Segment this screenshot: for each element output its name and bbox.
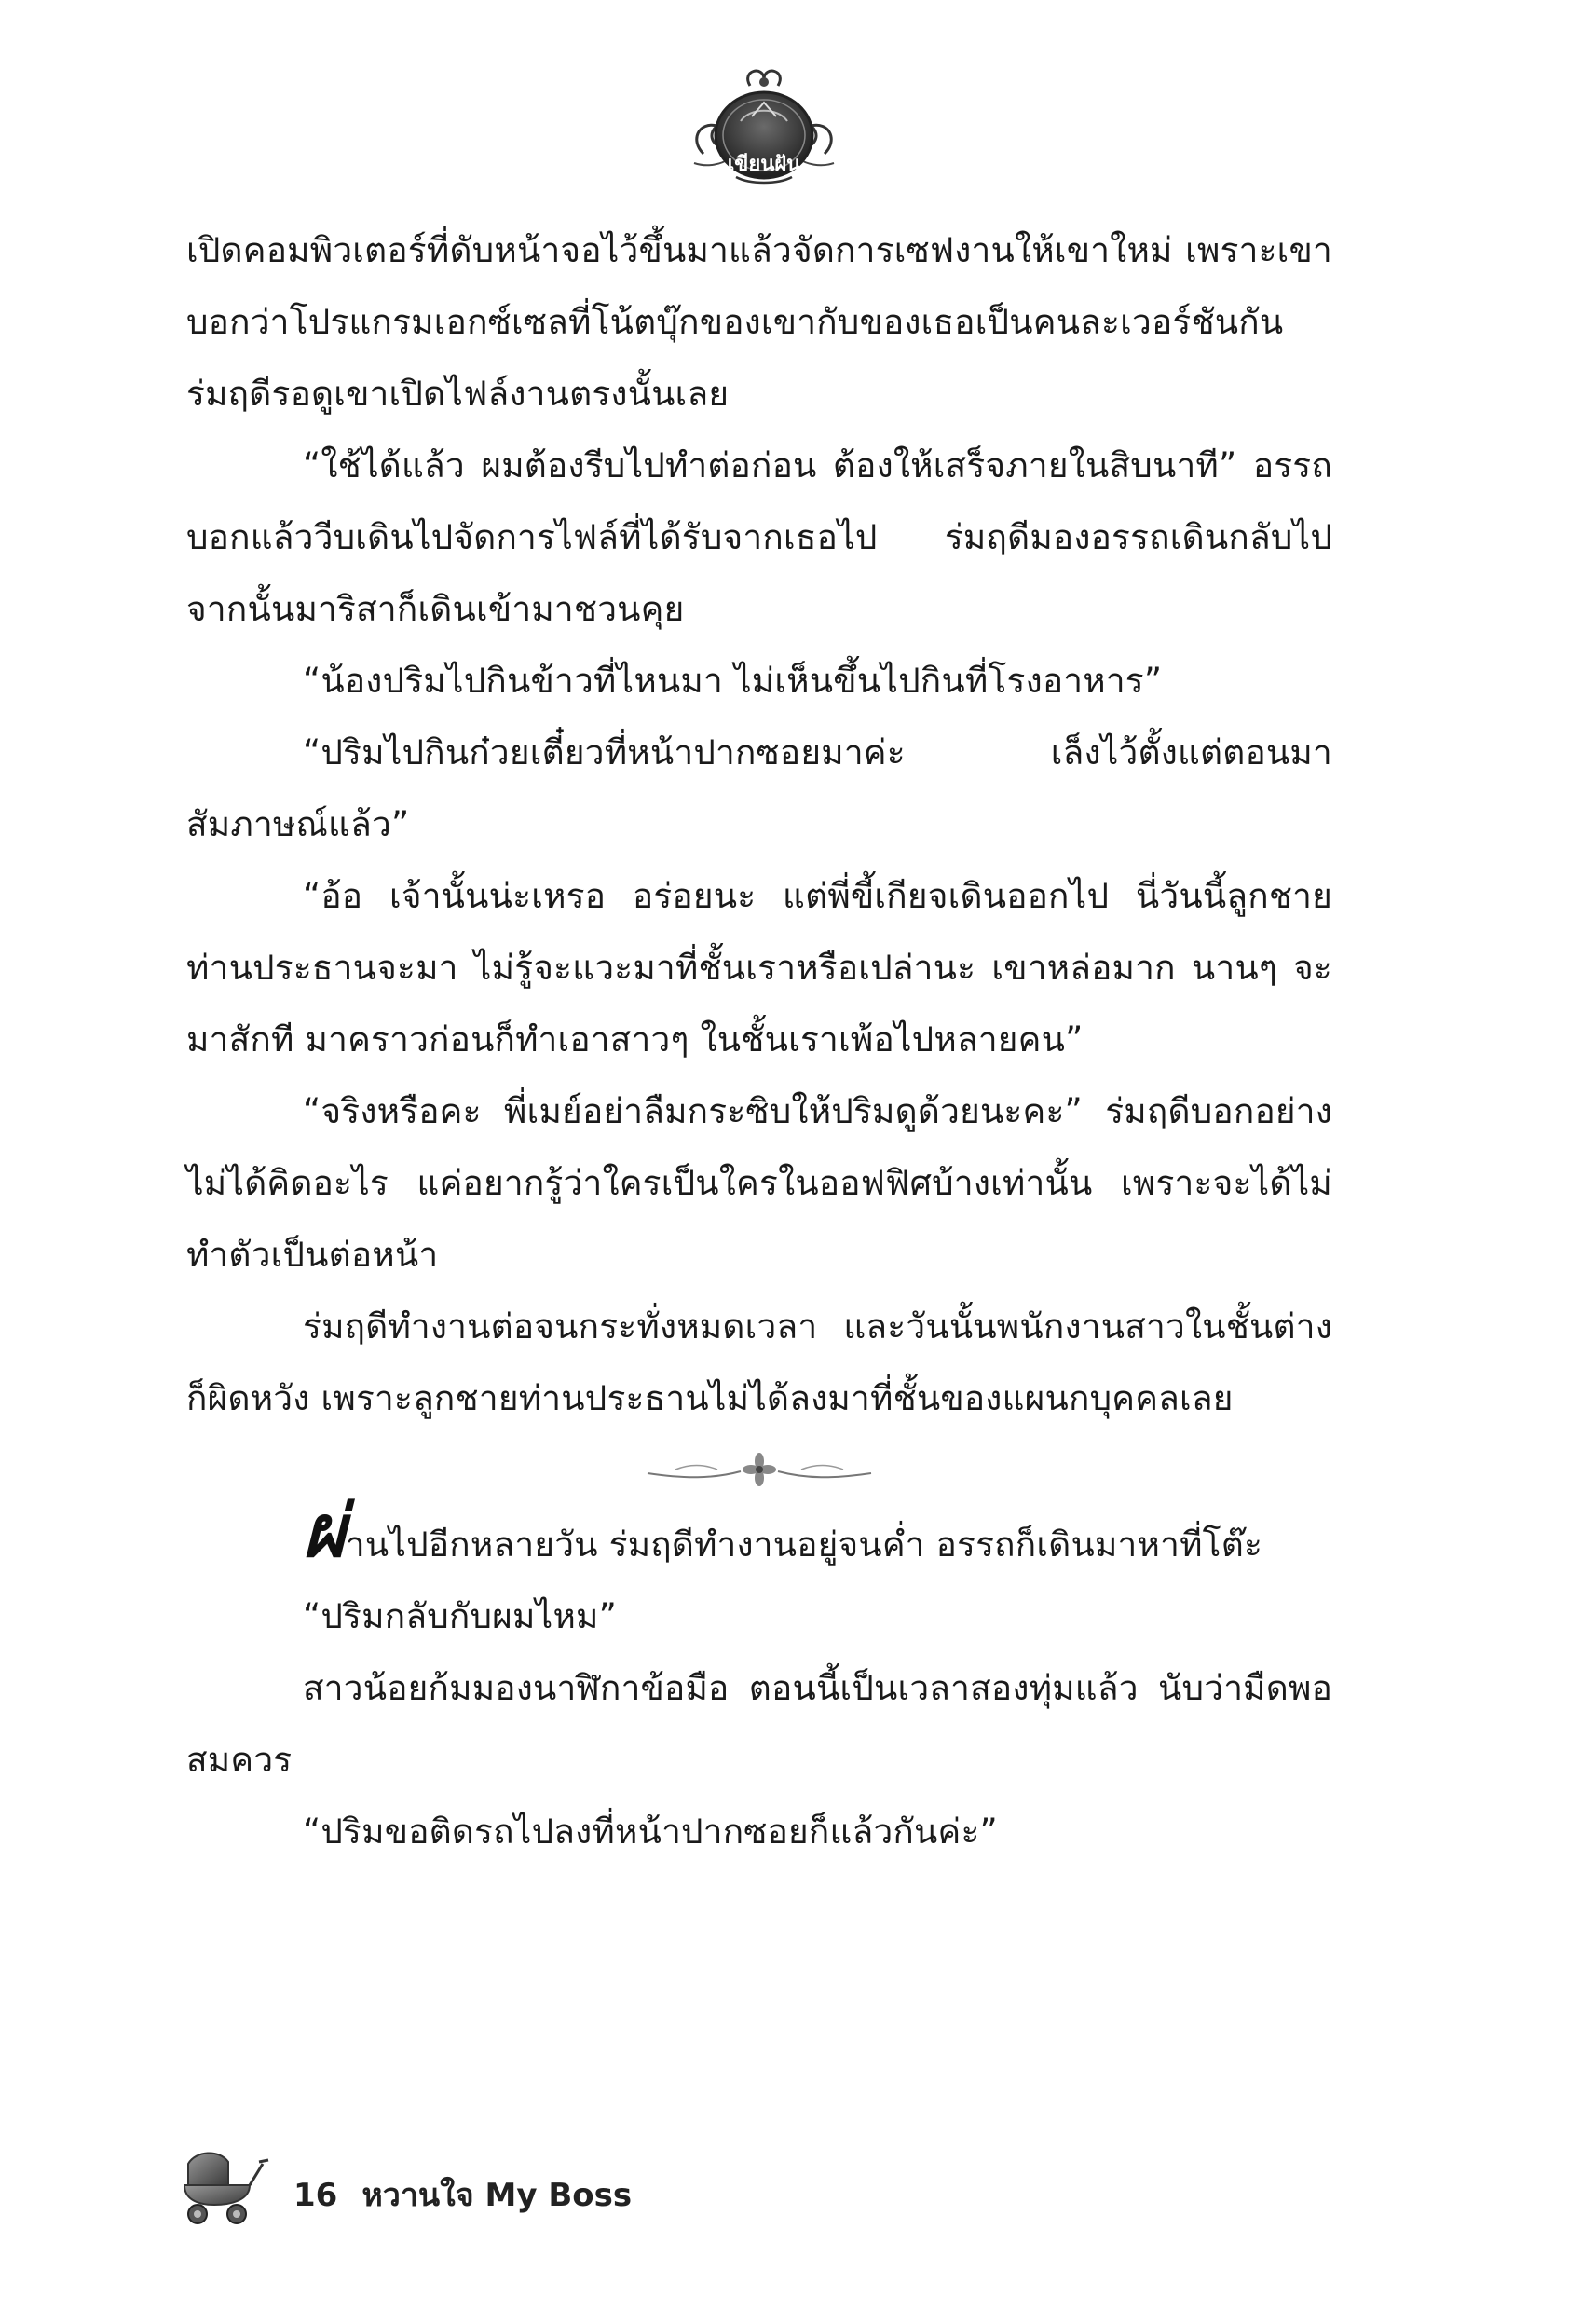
paragraph: “ปริมไปกินก๋วยเตี๋ยวที่หน้าปากซอยมาค่ะ เล็งไว้ตั้งแต่ตอนมาสัมภาษณ์แล้ว”	[186, 732, 1332, 844]
paragraph: สาวน้อยก้มมองนาฬิกาข้อมือ ตอนนี้เป็นเวลาสองทุ่มแล้ว นับว่ามืดพอสมควร	[186, 1668, 1332, 1780]
logo-text: เขียนฝัน	[727, 153, 801, 176]
book-title: หวานใจ My Boss	[361, 2177, 633, 2214]
paragraph: “จริงหรือคะ พี่เมย์อย่าลืมกระซิบให้ปริมดูด้วยนะคะ” ร่มฤดีบอกอย่างไม่ได้คิดอะไร แค่อยากรู้ว่าใครเป็นใครในออฟฟิศบ้างเท่านั้น เพราะจะได้ไม่ทำตัวเป็นต่อหน้า	[186, 1091, 1332, 1275]
page-number: 16	[293, 2177, 338, 2214]
dropcap-rest: านไปอีกหลายวัน ร่มฤดีทำงานอยู่จนค่ำ อรรถก็เดินมาหาที่โต๊ะ	[345, 1525, 1263, 1565]
footer-text	[293, 2169, 632, 2220]
dropcap-letter: ผ่	[303, 1490, 346, 1574]
floral-divider-icon	[638, 1451, 880, 1488]
header-logo	[685, 65, 843, 186]
paragraph: เปิดคอมพิวเตอร์ที่ดับหน้าจอไว้ขึ้นมาแล้วจัดการเซฟงานให้เขาใหม่ เพราะเขาบอกว่าโปรแกรมเอกซ์เซลที่โน้ตบุ๊กของเขากับของเธอเป็นคนละเวอร์ชันกัน ร่มฤดีรอดูเขาเปิดไฟล์งานตรงนั้นเลย	[186, 230, 1332, 414]
paragraph: “ปริมกลับกับผมไหม”	[303, 1596, 617, 1636]
page-footer	[177, 2143, 829, 2227]
baby-stroller-icon	[177, 2143, 270, 2227]
paragraph: “ใช้ได้แล้ว ผมต้องรีบไปทำต่อก่อน ต้องให้เสร็จภายในสิบนาที” อรรถบอกแล้ววีบเดินไปจัดการไฟล์ที่ได้รับจากเธอไป ร่มฤดีมองอรรถเดินกลับไป จากนั้นมาริสาก็เดินเข้ามาชวนคุย	[186, 445, 1332, 629]
paragraph: “น้องปริมไปกินข้าวที่ไหนมา ไม่เห็นขึ้นไปกินที่โรงอาหาร”	[303, 661, 1163, 701]
page-body	[186, 214, 1332, 1867]
paragraph: ร่มฤดีทำงานต่อจนกระทั่งหมดเวลา และวันนั้นพนักงานสาวในชั้นต่างก็ผิดหวัง เพราะลูกชายท่านประธานไม่ได้ลงมาที่ชั้นของแผนกบุคคลเลย	[186, 1306, 1332, 1418]
dropcap-paragraph	[186, 1490, 1332, 1580]
paragraph: “ปริมขอติดรถไปลงที่หน้าปากซอยก็แล้วกันค่ะ”	[303, 1812, 998, 1852]
paragraph: “อ้อ เจ้านั้นน่ะเหรอ อร่อยนะ แต่พี่ขี้เกียจเดินออกไป นี่วันนี้ลูกชายท่านประธานจะมา ไม่รู้จะแวะมาที่ชั้นเราหรือเปล่านะ เขาหล่อมาก นานๆ จะมาสักที มาคราวก่อนก็ทำเอาสาวๆ ในชั้นเราเพ้อไปหลายคน”	[186, 876, 1332, 1060]
